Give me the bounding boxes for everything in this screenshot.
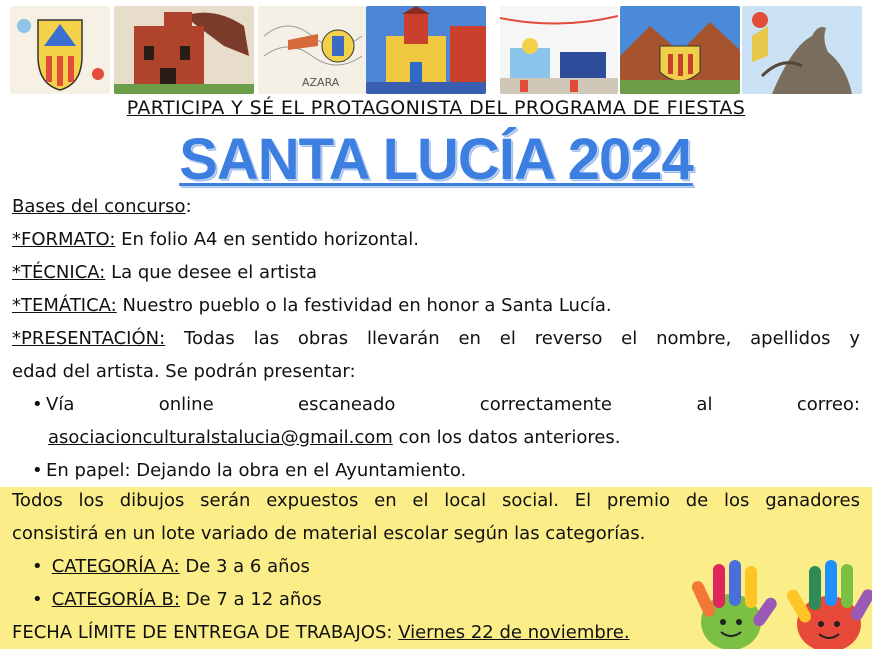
list-item-paper: • En papel: Dejando la obra en el Ayuntamiento. xyxy=(12,454,860,487)
painted-hands-decoration xyxy=(687,554,872,649)
exhibit-line-1: Todos los dibujos serán expuestos en el local social. El premio de los ganadores xyxy=(12,490,860,511)
drawing-village xyxy=(620,6,740,94)
rule-presentacion-line-2: edad del artista. Se podrán presentar: xyxy=(12,361,356,382)
deadline-date: Viernes 22 de noviembre. xyxy=(398,622,630,643)
rule-formato-label: *FORMATO: xyxy=(12,229,116,250)
contact-email-link[interactable]: asociacionculturalstalucia@gmail.com xyxy=(48,427,393,448)
drawing-tower xyxy=(114,6,254,94)
drawing-fiestas xyxy=(500,6,618,94)
category-a-label: CATEGORÍA A: xyxy=(51,556,180,577)
drawing-church xyxy=(366,6,486,94)
rules-section xyxy=(12,190,860,487)
rules-intro xyxy=(12,190,860,223)
rules-intro-suffix: : xyxy=(185,196,192,217)
rule-presentacion xyxy=(12,322,860,355)
rule-tematica-label: *TEMÁTICA: xyxy=(12,295,117,316)
drawing-shield xyxy=(10,6,110,94)
rule-formato-text: En folio A4 en sentido horizontal. xyxy=(115,229,419,250)
category-b-label: CATEGORÍA B: xyxy=(51,589,180,610)
rule-tecnica xyxy=(12,256,860,289)
subtitle: PARTICIPA Y SÉ EL PROTAGONISTA DEL PROGRAMA DE FIESTAS xyxy=(126,97,746,119)
rule-presentacion-label: *PRESENTACIÓN: xyxy=(12,328,166,349)
exhibit-line-2: consistirá en un lote variado de material escolar según las categorías. xyxy=(12,523,646,544)
list-item-online-continued xyxy=(12,421,860,454)
drawings-strip xyxy=(10,6,862,94)
rule-tematica-text: Nuestro pueblo o la festividad en honor a Santa Lucía. xyxy=(116,295,612,316)
rule-formato xyxy=(12,223,860,256)
page-title: SANTA LUCÍA 2024 xyxy=(179,127,693,192)
deadline-label: FECHA LÍMITE DE ENTREGA DE TRABAJOS: xyxy=(12,622,399,643)
rules-intro-label: Bases del concurso xyxy=(12,196,186,217)
rule-tecnica-text: La que desee el artista xyxy=(105,262,317,283)
hands-icon xyxy=(687,554,872,649)
rule-tecnica-label: *TÉCNICA: xyxy=(12,262,106,283)
rule-presentacion-text-1: Todas las obras llevarán en el reverso el nombre, apellidos y xyxy=(165,328,860,349)
online-text-2: con los datos anteriores. xyxy=(392,427,621,448)
drawing-vulture xyxy=(742,6,862,94)
drawing-azara-text: AZARA xyxy=(302,76,340,89)
category-b-text: De 7 a 12 años xyxy=(179,589,322,610)
rule-tematica xyxy=(12,289,860,322)
category-a-text: De 3 a 6 años xyxy=(179,556,310,577)
list-item-online: • Vía online escaneado correctamente al correo: xyxy=(12,388,860,421)
drawing-azara xyxy=(258,6,366,94)
